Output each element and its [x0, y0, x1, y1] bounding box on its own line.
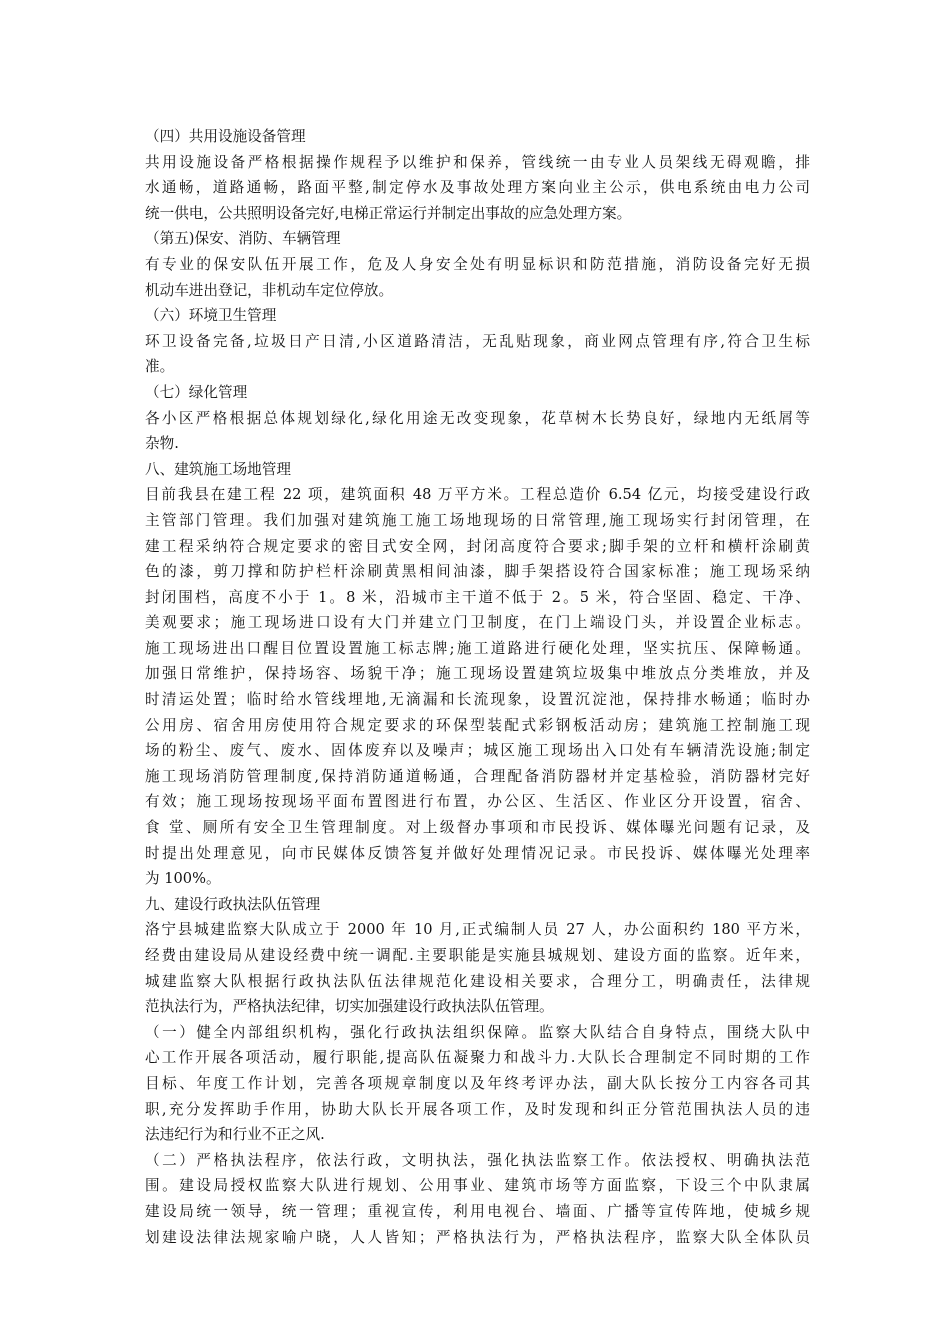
text-line: 公用房、宿舍用房使用符合规定要求的环保型装配式彩钢板活动房；建筑施工控制施工现 — [145, 716, 810, 734]
text-line: （二）严格执法程序，依法行政，文明执法，强化执法监察工作。依法授权、明确执法范 — [145, 1151, 810, 1169]
text-line: （六）环境卫生管理 — [145, 307, 277, 325]
text-line: 划建设法律法规家喻户晓，人人皆知；严格执法行为，严格执法程序，监察大队全体队员 — [145, 1228, 810, 1246]
text-line: 各小区严格根据总体规划绿化,绿化用途无改变现象，花草树木长势良好，绿地内无纸屑等 — [145, 409, 810, 427]
text-line: 共用设施设备严格根据操作规程予以维护和保养，管线统一由专业人员架线无碍观瞻，排 — [145, 153, 810, 171]
text-line: 施工现场消防管理制度,保持消防通道畅通，合理配备消防器材并定基检验，消防器材完好 — [145, 767, 810, 785]
text-line: 时清运处置；临时给水管线埋地,无滴漏和长流现象，设置沉淀池，保持排水畅通；临时办 — [145, 691, 810, 709]
text-line: 色的漆，剪刀撑和防护栏杆涂刷黄黑相间油漆，脚手架搭设符合国家标准；施工现场采纳 — [145, 563, 810, 581]
text-line: （第五)保安、消防、车辆管理 — [145, 230, 341, 248]
text-line: 经费由建设局从建设经费中统一调配.主要职能是实施县城规划、建设方面的监察。近年来， — [145, 947, 810, 964]
text-line: 有效；施工现场按现场平面布置图进行布置，办公区、生活区、作业区分开设置，宿舍、 — [145, 793, 810, 811]
text-line: 九、建设行政执法队伍管理 — [145, 895, 321, 913]
text-line: 目前我县在建工程 22 项，建筑面积 48 万平方米。工程总造价 6.54 亿元，均接受建设行政 — [145, 486, 810, 504]
text-line: 机动车进出登记，非机动车定位停放。 — [145, 281, 394, 299]
text-line: 杂物. — [145, 435, 179, 453]
text-line: 美观要求；施工现场进口设有大门并建立门卫制度，在门上端设门头，并设置企业标志。 — [145, 614, 810, 632]
text-line: 围。建设局授权监察大队进行规划、公用事业、建筑市场等方面监察，下设三个中队隶属 — [145, 1177, 810, 1195]
text-line: （四）共用设施设备管理 — [145, 128, 306, 145]
text-line: 主管部门管理。我们加强对建筑施工施工场地现场的日常管理,施工现场实行封闭管理，在 — [145, 511, 810, 529]
text-line: 为 100%。 — [145, 870, 221, 888]
text-line: 职,充分发挥助手作用，协助大队长开展各项工作，及时发现和纠正分管范围执法人员的违 — [145, 1100, 810, 1118]
text-line: 食 堂、厕所有安全卫生管理制度。对上级督办事项和市民投诉、媒体曝光问题有记录，及 — [145, 819, 810, 837]
text-line: 建设局统一领导，统一管理；重视宣传，利用电视台、墙面、广播等宣传阵地，使城乡规 — [145, 1202, 810, 1220]
text-line: 准。 — [145, 358, 175, 376]
text-line: 环卫设备完备,垃圾日产日清,小区道路清洁，无乱贴现象，商业网点管理有序,符合卫生标 — [145, 332, 810, 350]
text-line: 有专业的保安队伍开展工作，危及人身安全处有明显标识和防范措施，消防设备完好无损 — [145, 255, 810, 273]
text-line: 加强日常维护，保持场容、场貌干净；施工现场设置建筑垃圾集中堆放点分类堆放，并及 — [145, 665, 810, 683]
text-line: 范执法行为，严格执法纪律，切实加强建设行政执法队伍管理。 — [145, 998, 554, 1016]
text-line: 城建监察大队根据行政执法队伍法律规范化建设相关要求，合理分工，明确责任，法律规 — [145, 972, 810, 990]
text-line: 八、建筑施工场地管理 — [145, 460, 291, 478]
text-line: 封闭围档，高度不小于 1。8 米，沿城市主干道不低于 2。5 米，符合坚固、稳定、干净、 — [145, 588, 810, 606]
text-line: 水通畅，道路通畅，路面平整,制定停水及事故处理方案向业主公示，供电系统由电力公司 — [145, 179, 810, 197]
text-line: 建工程采纳符合规定要求的密目式安全网，封闭高度符合要求;脚手架的立杆和横杆涂刷黄 — [145, 537, 810, 555]
document-body — [145, 124, 810, 1250]
text-line: 时提出处理意见，向市民媒体反馈答复并做好处理情况记录。市民投诉、媒体曝光处理率 — [145, 844, 810, 862]
text-line: 洛宁县城建监察大队成立于 2000 年 10 月,正式编制人员 27 人，办公面积约 180 平方米， — [145, 921, 810, 939]
text-line: （一）健全内部组织机构，强化行政执法组织保障。监察大队结合自身特点，围绕大队中 — [145, 1023, 810, 1041]
text-line: 心工作开展各项活动，履行职能,提高队伍凝聚力和战斗力.大队长合理制定不同时期的工作 — [145, 1049, 810, 1067]
text-line: 目标、年度工作计划，完善各项规章制度以及年终考评办法，副大队长按分工内容各司其 — [145, 1074, 810, 1092]
text-line: 法违纪行为和行业不正之风. — [145, 1126, 325, 1144]
text-line: 施工现场进出口醒目位置设置施工标志牌;施工道路进行硬化处理，坚实抗压、保障畅通。 — [145, 639, 810, 657]
text-line: 场的粉尘、废气、废水、固体废弃以及噪声；城区施工现场出入口处有车辆清洗设施;制定 — [145, 742, 810, 760]
text-line: 统一供电，公共照明设备完好,电梯正常运行并制定出事故的应急处理方案。 — [145, 204, 632, 222]
text-line: （七）绿化管理 — [145, 383, 248, 401]
